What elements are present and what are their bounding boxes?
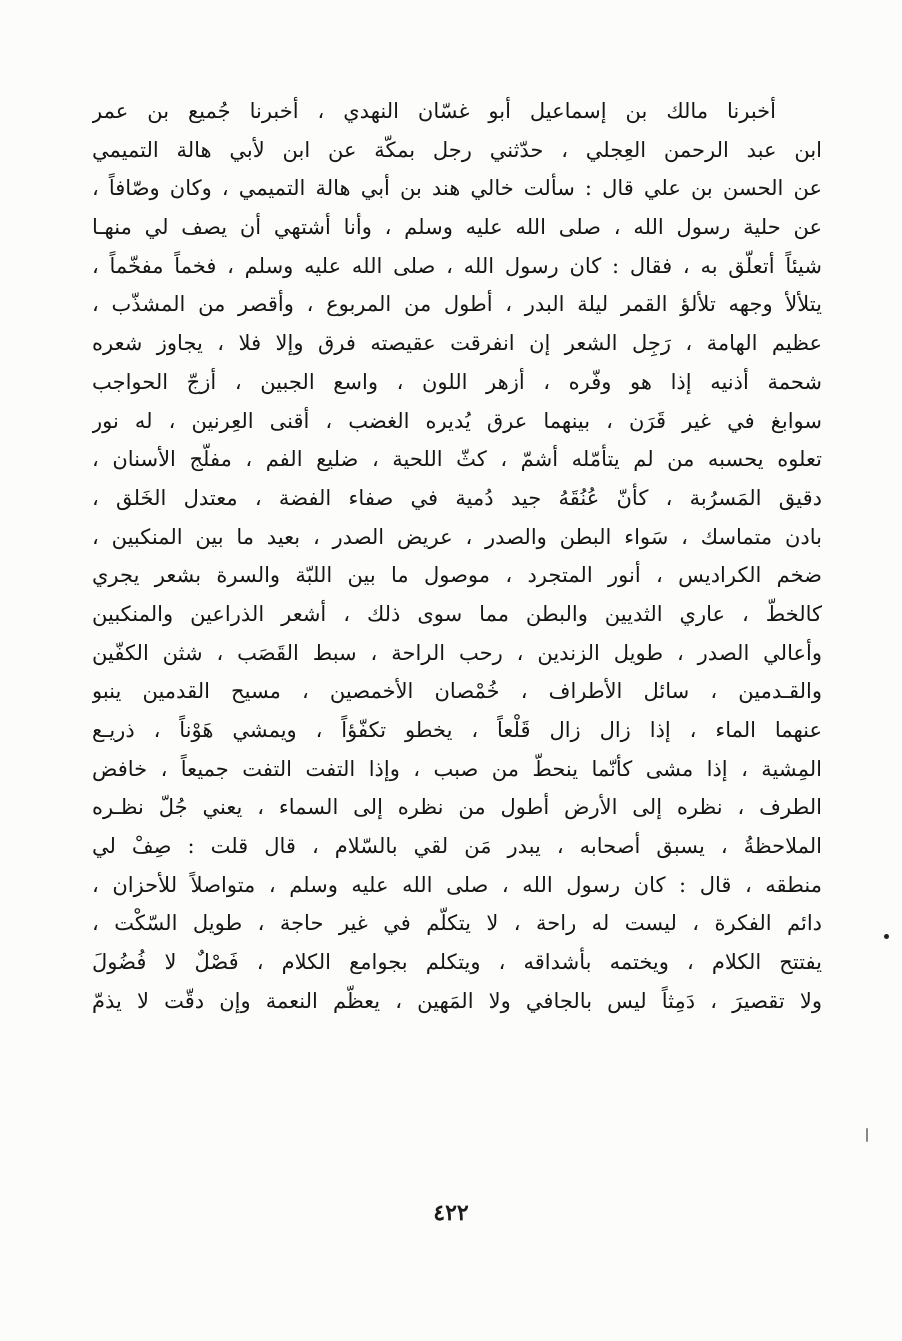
- margin-dot: [884, 934, 889, 939]
- text-line: كالخطّ ، عاري الثديين والبطن مما سوى ذلك ، أشعر الذراعين والمنكبين: [92, 601, 822, 626]
- page-number: ٤٢٢: [433, 1200, 469, 1226]
- text-line: شيئاً أتعلّق به ، فقال : كان رسول الله ، صلى الله عليه وسلم ، فخماً مفخّماً ،: [92, 253, 822, 278]
- text-line: عنهما الماء ، إذا زال زال قَلْعاً ، يخطو تكفّؤاً ، ويمشي هَوْناً ، ذريـع: [92, 718, 822, 742]
- margin-mark: [866, 1128, 868, 1142]
- text-line: وأعالي الصدر ، طويل الزندين ، رحب الراحة ، سبط القَصَب ، شثن الكفّين: [92, 640, 822, 665]
- text-line: عظيم الهامة ، رَجِل الشعر إن انفرقت عقيصته فرق وإلا فلا ، يجاوز شعره: [92, 331, 822, 356]
- text-line: يفتتح الكلام ، ويختمه بأشداقه ، ويتكلم بجوامع الكلام ، فَصْلٌ لا فُضُولَ: [92, 950, 822, 975]
- text-line: الطرف ، نظره إلى الأرض أطول من نظره إلى السماء ، يعني جُلّ نظـره: [92, 795, 822, 820]
- text-line: الملاحظةُ ، يسبق أصحابه ، يبدر مَن لقي بالسّلام ، قال قلت : صِفْ لي: [92, 834, 822, 859]
- text-line: منطقه ، قال : كان رسول الله ، صلى الله عليه وسلم ، متواصلاً للأحزان ،: [92, 872, 822, 897]
- text-line: ابن عبد الرحمن العِجلي ، حدّثني رجل بمكّة عن ابن لأبي هالة التميمي: [92, 137, 822, 162]
- text-line: ولا تقصيرَ ، دَمِثاً ليس بالجافي ولا المَهين ، يعظّم النعمة وإن دقّت لا يذمّ: [92, 988, 822, 1013]
- text-line: عن الحسن بن علي قال : سألت خالي هند بن أبي هالة التميمي ، وكان وصّافاً ،: [92, 176, 822, 201]
- text-line: تعلوه يحسبه من لم يتأمّله أشمّ ، كثّ اللحية ، ضليع الفم ، مفلّج الأسنان ،: [92, 447, 822, 472]
- text-line: شحمة أذنيه إذا هو وفّره ، أزهر اللون ، واسع الجبين ، أزجّ الحواجب: [92, 369, 822, 394]
- text-line: دائم الفكرة ، ليست له راحة ، لا يتكلّم في غير حاجة ، طويل السّكْت ،: [92, 911, 822, 936]
- text-line: والقـدمين ، سائل الأطراف ، خُمْصان الأخمصين ، مسيح القدمين ينبو: [92, 679, 822, 704]
- text-line: يتلألأ وجهه تلألؤ القمر ليلة البدر ، أطول من المربوع ، وأقصر من المشذّب ،: [92, 292, 822, 317]
- text-line: عن حلية رسول الله ، صلى الله عليه وسلم ، وأنا أشتهي أن يصف لي منهـا: [92, 215, 822, 240]
- text-line: ضخم الكراديس ، أنور المتجرد ، موصول ما بين اللبّة والسرة بشعر يجري: [92, 563, 822, 588]
- text-line: سوابغ في غير قَرَن ، بينهما عرق يُديره الغضب ، أقنى العِرنين ، له نور: [92, 408, 822, 433]
- text-line: المِشية ، إذا مشى كأنّما ينحطّ من صبب ، وإذا التفت التفت جميعاً ، خافض: [92, 756, 822, 781]
- text-line: أخبرنا مالك بن إسماعيل أبو غسّان النهدي ، أخبرنا جُميع بن عمر: [92, 99, 776, 123]
- text-line: بادن متماسك ، سَواء البطن والصدر ، عريض الصدر ، بعيد ما بين المنكبين ،: [92, 524, 822, 549]
- page-text: [92, 92, 822, 1021]
- text-line: دقيق المَسرُبة ، كأنّ عُنُقَهُ جيد دُمية في صفاء الفضة ، معتدل الخَلق ،: [92, 485, 822, 510]
